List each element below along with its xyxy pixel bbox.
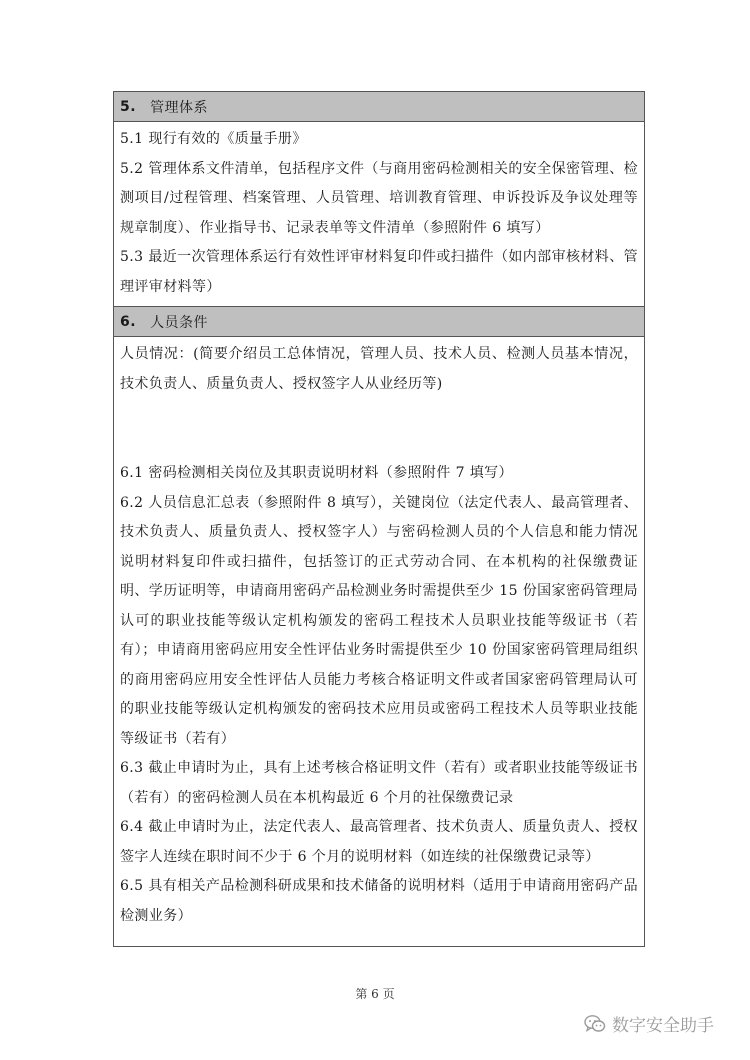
item-5-1: 5.1 现行有效的《质量手册》 bbox=[120, 131, 307, 147]
item-6-2: 6.2 人员信息汇总表（参照附件 8 填写），关键岗位（法定代表人、最高管理者、技术负责人、质量负责人、授权签字人）与密码检测人员的个人信息和能力情况说明材料复印件或扫描件，包括签订的正式劳动合同、在本机构的社保缴费证明、学历证明等，申请商用密码产品检测业务时需提供至少 15 份国家密码管理局认可的职业技能等级认定机构颁发的密码工程技术人员职业技能等级证书（若有）；申请商用密码应用安全性评估业务时需提供至少 10 份国家密码管理局组织的商用密码应用安全性评估人员能力考核合格证明文件或者国家密码管理局认可的职业技能等级认定机构颁发的密码技术应用员或密码工程技术人员等职业技能等级证书（若有） bbox=[120, 494, 638, 747]
section-5-body bbox=[114, 122, 644, 307]
item-6-1: 6.1 密码检测相关岗位及其职责说明材料（参照附件 7 填写） bbox=[120, 465, 513, 481]
wechat-icon bbox=[584, 1014, 606, 1034]
item-5-2: 5.2 管理体系文件清单，包括程序文件（与商用密码检测相关的安全保密管理、检测项目/过程管理、档案管理、人员管理、培训教育管理、申诉投诉及争议处理等规章制度）、作业指导书、记录表单等文件清单（参照附件 6 填写） bbox=[120, 160, 638, 236]
watermark bbox=[584, 1011, 714, 1036]
item-6-3: 6.3 截止申请时为止，具有上述考核合格证明文件（若有）或者职业技能等级证书（若有）的密码检测人员在本机构最近 6 个月的社保缴费记录 bbox=[120, 760, 638, 806]
section-6-title: 人员条件 bbox=[150, 314, 209, 331]
watermark-text: 数字安全助手 bbox=[612, 1016, 714, 1036]
blank-space bbox=[120, 399, 638, 459]
personnel-intro: 人员情况：(简要介绍员工总体情况，管理人员、技术人员、检测人员基本情况，技术负责人、质量负责人、授权签字人从业经历等) bbox=[120, 346, 638, 392]
section-5-header bbox=[114, 92, 644, 122]
item-6-4: 6.4 截止申请时为止，法定代表人、最高管理者、技术负责人、质量负责人、授权签字人连续在职时间不少于 6 个月的说明材料（如连续的社保缴费记录等） bbox=[120, 819, 638, 865]
item-5-3: 5.3 最近一次管理体系运行有效性评审材料复印件或扫描件（如内部审核材料、管理评审材料等） bbox=[120, 249, 638, 295]
document-table bbox=[113, 91, 645, 947]
section-5-number: 5. bbox=[120, 98, 137, 115]
section-6-body bbox=[114, 337, 644, 935]
item-6-5: 6.5 具有相关产品检测科研成果和技术储备的说明材料（适用于申请商用密码产品检测业务） bbox=[120, 878, 638, 924]
section-6-header bbox=[114, 307, 644, 337]
section-6-number: 6. bbox=[120, 313, 137, 330]
section-5-title: 管理体系 bbox=[150, 99, 209, 116]
page-number: 第 6 页 bbox=[355, 987, 395, 1001]
